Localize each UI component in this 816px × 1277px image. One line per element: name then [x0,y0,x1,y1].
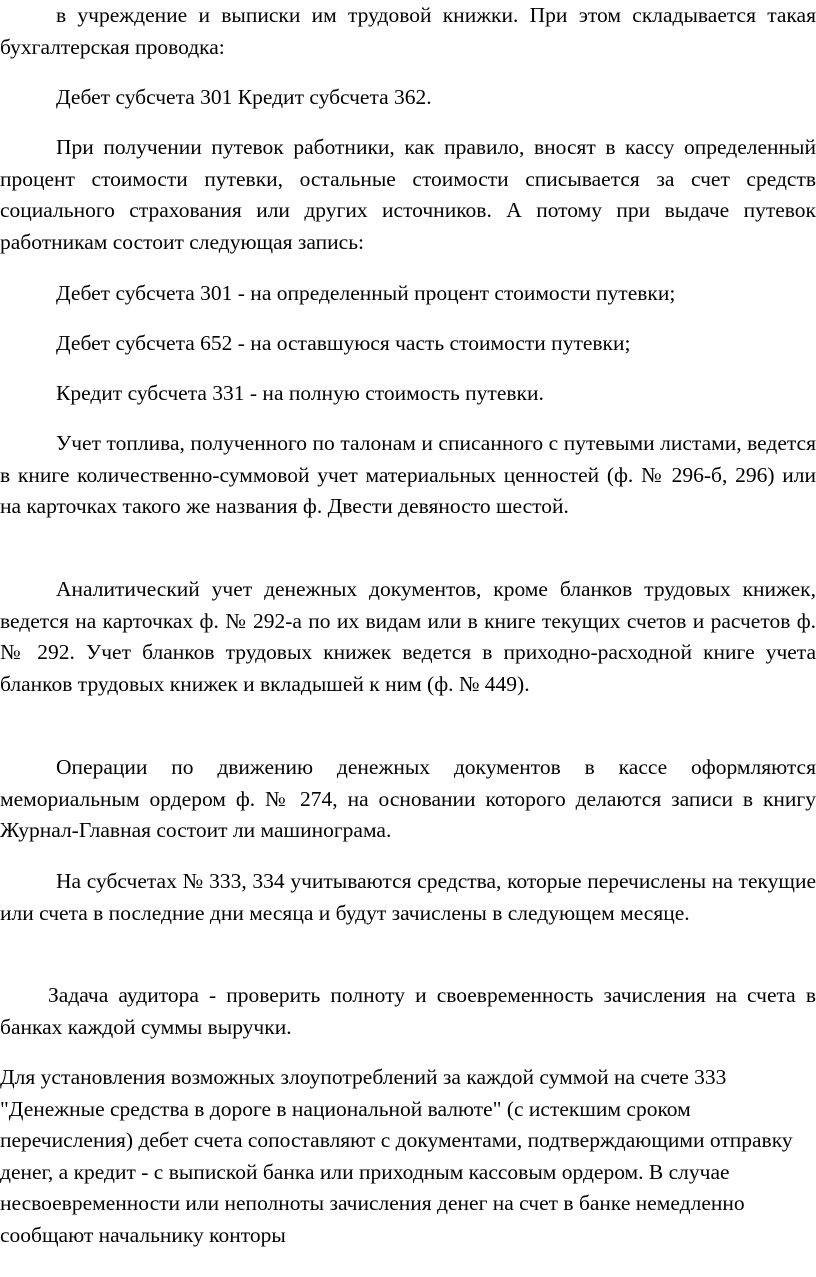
paragraph-6: Кредит субсчета 331 - на полную стоимость путевки. [56,381,544,405]
paragraph-7: Учет топлива, полученного по талонам и списанного с путевыми листами, ведется в книге количественно-суммовой учет материальных ценностей (ф. № 296-б, 296) или на карточках такого же названия ф. Двести девяносто шестой. [0,431,816,518]
paragraph-11: Задача аудитора - проверить полноту и своевременность зачисления на счета в банках каждой суммы выручки. [0,983,816,1039]
paragraph-10: На субсчетах № 333, 334 учитываются средства, которые перечислены на текущие или счета в последние дни месяца и будут зачислены в следующем месяце. [0,869,816,925]
paragraph-3: При получении путевок работники, как правило, вносят в кассу определенный процент стоимости путевки, остальные стоимости списывается за счет средств социального страхования или других источников. А потому при выдаче путевок работникам состоит следующая запись: [0,135,816,254]
paragraph-9: Операции по движению денежных документов в кассе оформляются мемориальным ордером ф. № 274, на основании которого делаются записи в книгу Журнал-Главная состоит ли машинограма. [0,755,816,842]
paragraph-5: Дебет субсчета 652 - на оставшуюся часть стоимости путевки; [56,331,631,355]
paragraph-2: Дебет субсчета 301 Кредит субсчета 362. [56,85,432,109]
paragraph-1: в учреждение и выписки им трудовой книжки. При этом складывается такая бухгалтерская проводка: [0,3,816,59]
paragraph-4: Дебет субсчета 301 - на определенный процент стоимости путевки; [56,281,676,305]
paragraph-12: Для установления возможных злоупотреблений за каждой суммой на счете 333 "Денежные средства в дороге в национальной валюте" (с истекшим сроком перечисления) дебет счета сопоставляют с документами, подтверждающими отправку денег, а кредит - с выпиской банка или приходным кассовым ордером. В случае несвоевременности или неполноты зачисления денег на счет в банке немедленно сообщают начальнику конторы [0,1065,793,1247]
paragraph-8: Аналитический учет денежных документов, кроме бланков трудовых книжек, ведется на карточках ф. № 292-а по их видам или в книге текущих счетов и расчетов ф. № 292. Учет бланков трудовых книжек ведется в приходно-расходной книге учета бланков трудовых книжек и вкладышей к ним (ф. № 449). [0,577,816,696]
